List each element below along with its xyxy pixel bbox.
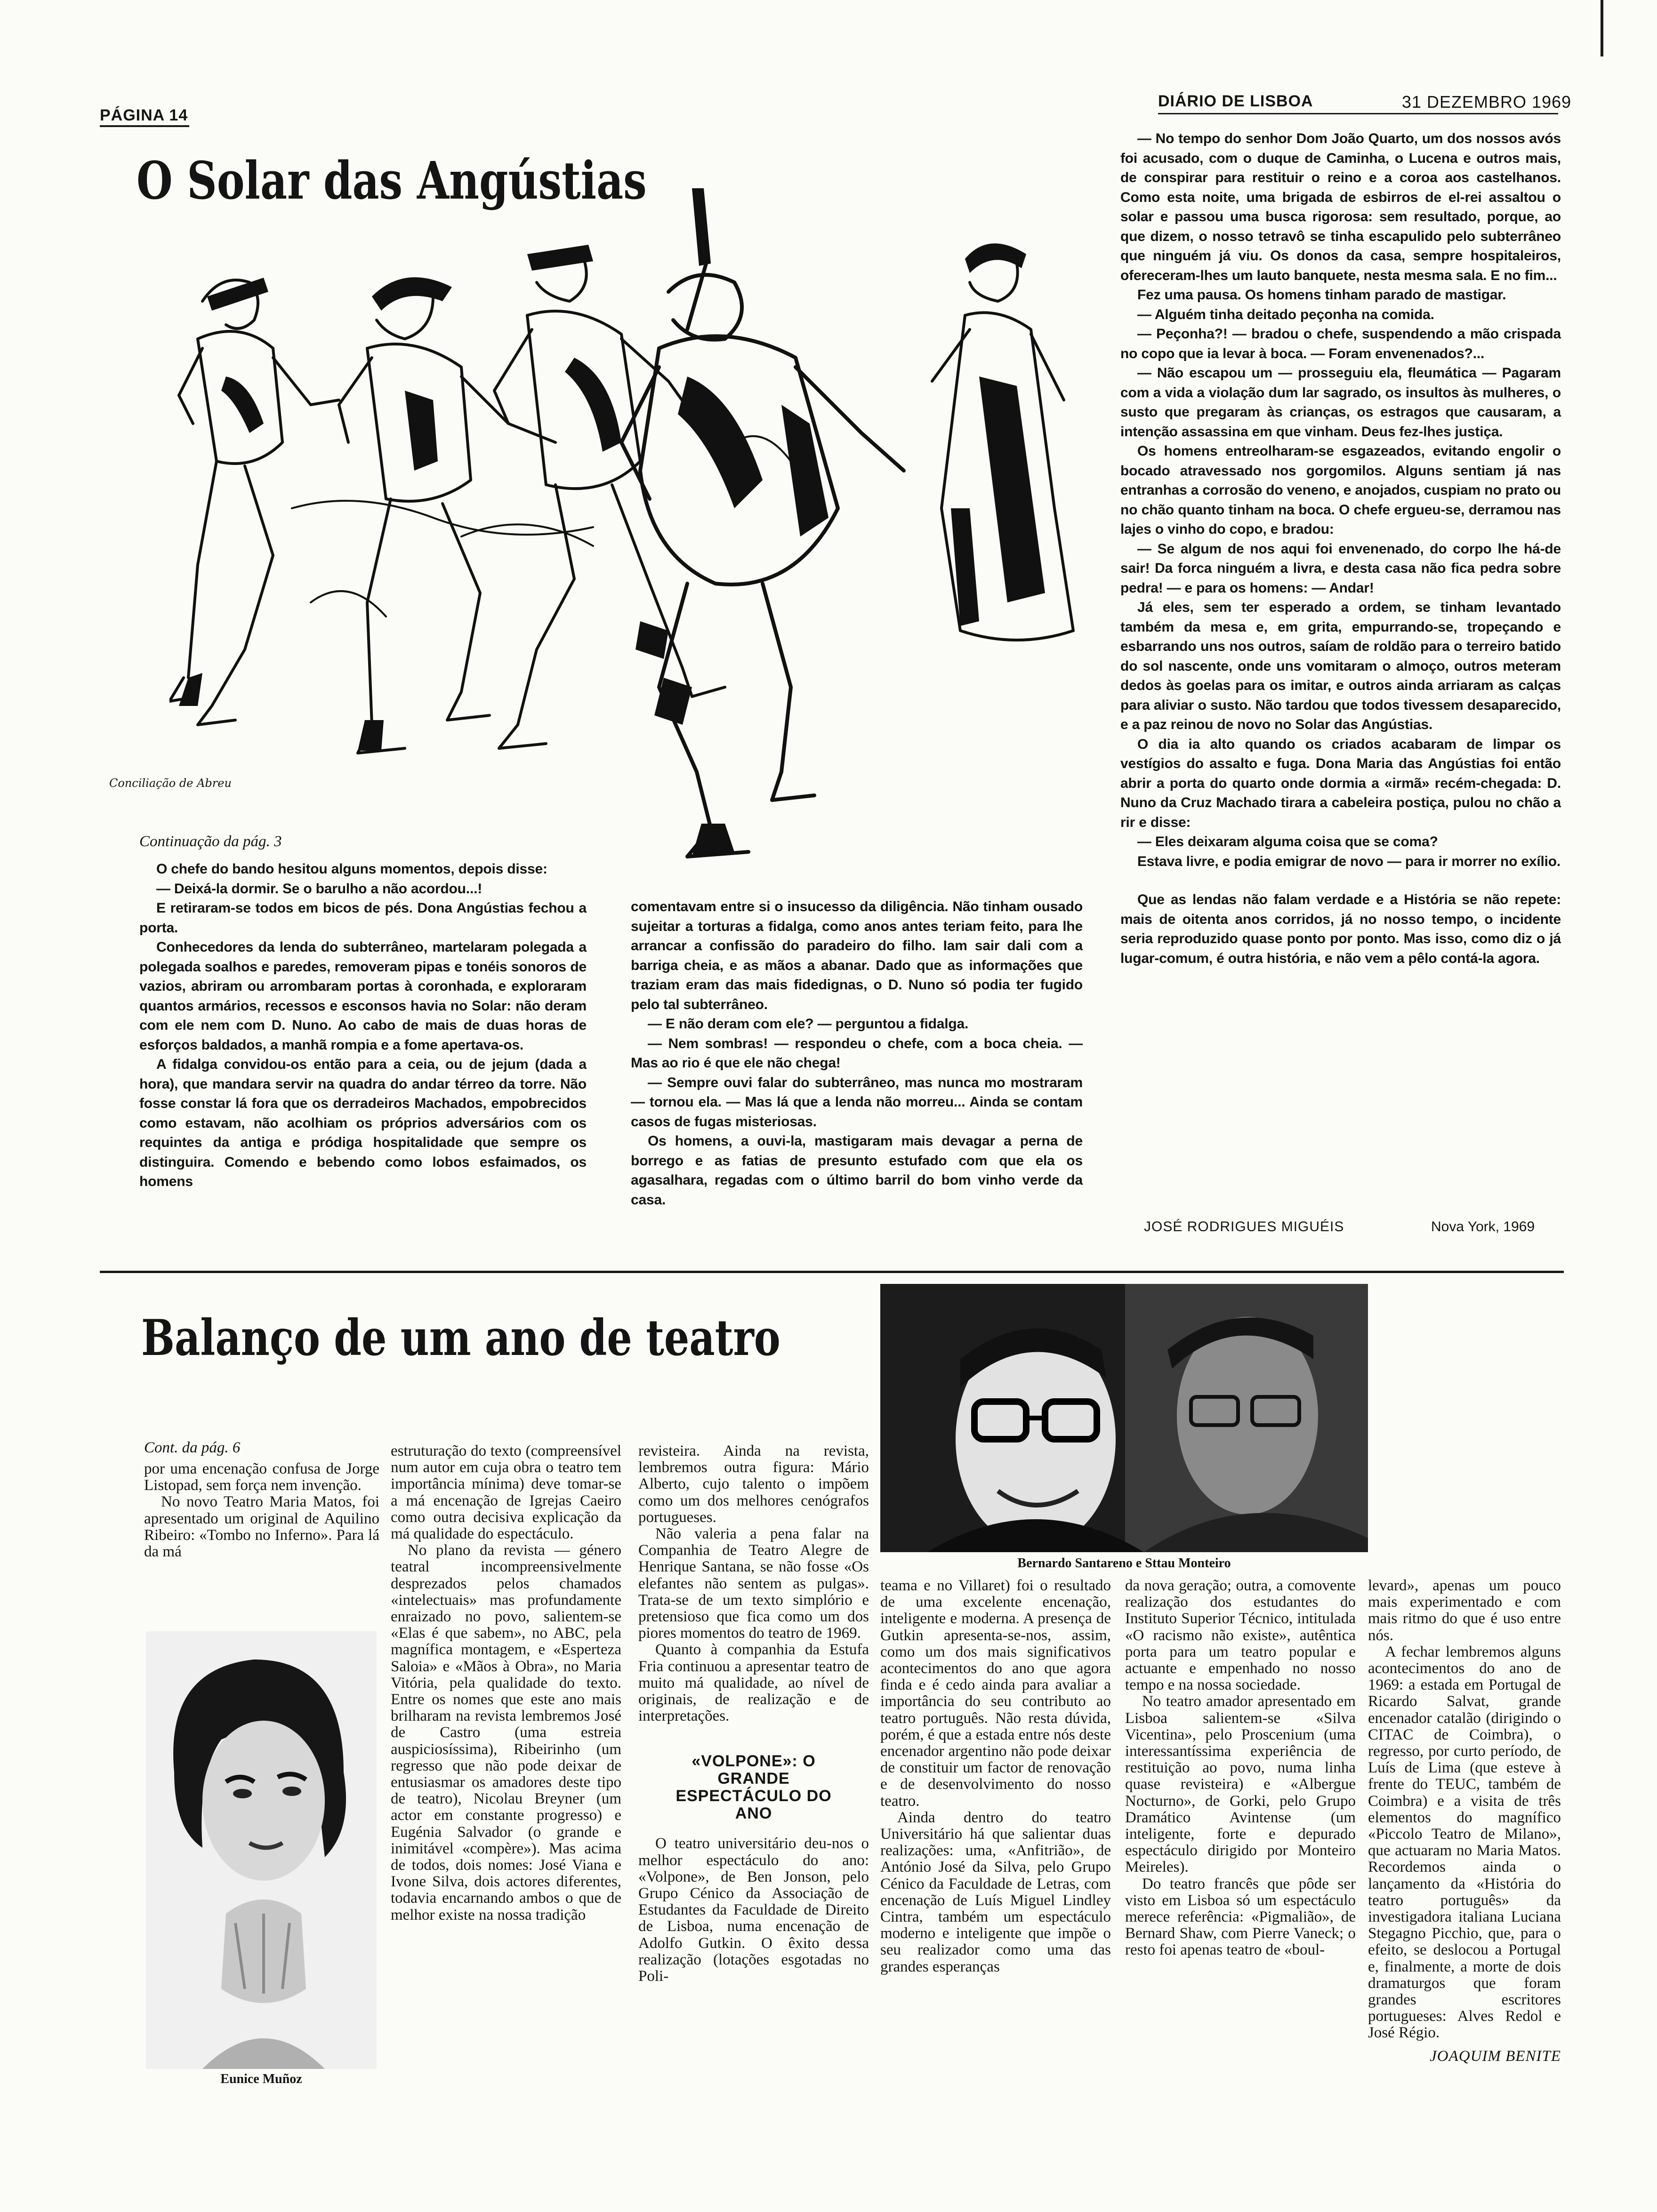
article2-column-2 <box>391 1443 621 1923</box>
paragraph: No plano da revista — género teatral incompreensivelmente desprezados pelos chamados «intelectuais» mas profundamente enraizado no povo, salientem-se «Elas é que sabem», no ABC, pela magnífica montagem, e «Esperteza Saloia» e «Mãos à Obra», no Maria Vitória, pela qualidade do texto. Entre os nomes que este ano mais brilharam na revista lembremos José de Castro (uma estreia auspiciosíssima), Ribeirinho (um regresso que não pode deixar de entusiasmar os amadores deste tipo de teatro), Nicolau Breyner (um actor em constante progresso) e Eugénia Salvador (o grande e inimitável «compère»). Mas acima de todos, dois nomes: José Viana e Ivone Silva, dois actores diferentes, todavia encarnando ambos o que de melhor existe na nossa tradição <box>391 1542 621 1923</box>
dancing-figures-illustration <box>169 179 1083 875</box>
paragraph: da nova geração; outra, a comovente realização dos estudantes do Instituto Superior Técnico, intitulada «O racismo não existe», autêntica porta para um teatro popular e actuante e empenhado no nosso tempo e na nossa sociedade. <box>1125 1577 1356 1694</box>
paragraph: No teatro amador apresentado em Lisboa salientem-se «Silva Vicentina», pelo Proscenium (uma interessantíssima experiência de restituição ao povo, numa linha quase revisteira) e «Albergue Nocturno», de Gorki, pelo Grupo Dramático Avintense (um inteligente, forte e depurado espectáculo dirigido por Monteiro Meireles). <box>1125 1693 1356 1876</box>
photo-left-caption: Eunice Muñoz <box>220 2072 302 2086</box>
page-edge-mark <box>1601 0 1603 56</box>
paragraph: — E não deram com ele? — perguntou a fidalga. <box>648 1016 969 1032</box>
paragraph: Já eles, sem ter esperado a ordem, se tinham levantado também da mesa e, em grita, empurrando-se, tropeçando e esbarrando uns nos outros, saíam de roldão para o terreiro batido do sol nascente, onde uns vomitaram o almoço, outros meteram dedos às goelas para os imitar, e outros ainda arriaram as calças para aliviar o susto. Não tardou que todos tivessem desaparecido, e a paz reinou de novo no Solar das Angústias. <box>1120 600 1561 732</box>
continued-note: Continuação da pág. 3 <box>139 833 282 850</box>
paragraph: — No tempo do senhor Dom João Quarto, um dos nossos avós foi acusado, com o duque de Caminha, o Lucena e outros mais, de conspirar para restituir o reino e a coroa aos castelhanos. Como esta noite, uma brigada de esbirros de el-rei assaltou o solar e passou uma busca rigorosa: sem resultado, porque, ao que dizem, o nosso tetravô se tinha escapulido pelo subterrâneo que ninguém já viu. Os donos da casa, sempre hospitaleiros, ofereceram-lhes um lauto banquete, nesta mesma sala. E no fim... <box>1120 131 1561 283</box>
paragraph: Não valeria a pena falar na Companhia de Teatro Alegre de Henrique Santana, se não fosse «Os elefantes não sentem as pulgas». Trata-se de um texto simplório e pretensioso que fica como um dos piores momentos do teatro de 1969. <box>638 1525 869 1642</box>
newspaper-name: DIÁRIO DE LISBOA <box>1158 92 1313 110</box>
paragraph: — Alguém tinha deitado peçonha na comida. <box>1137 306 1434 322</box>
paragraph: — Deixá-la dormir. Se o barulho a não acordou...! <box>156 881 483 897</box>
article1-column-2 <box>631 897 1083 1210</box>
paragraph: Do teatro francês que pôde ser visto em Lisboa só um espectáculo merece referência: «Pigmalião», de Bernard Shaw, com Pierre Vaneck; o resto foi apenas teatro de «boul- <box>1125 1875 1356 1959</box>
article2-continued-note: Cont. da pág. 6 <box>144 1439 241 1456</box>
paragraph: Os homens, a ouvi-la, mastigaram mais devagar a perna de borrego e as fatias de presunto estufado com que ela os agasalhara, regadas com o último barril do bom vinho verde da casa. <box>631 1133 1083 1208</box>
photo-image <box>880 1284 1368 1552</box>
paragraph: O teatro universitário deu-nos o melhor espectáculo do ano: «Volpone», de Ben Jonson, pelo Grupo Cénico da Associação de Estudantes da Faculdade de Direito de Lisboa, numa encenação de Adolfo Gutkin. O êxito dessa realização (lotações esgotadas no Poli- <box>638 1835 869 1985</box>
header-underline <box>100 125 189 127</box>
illustration-signature: Conciliação de Abreu <box>109 777 232 790</box>
article1-author: JOSÉ RODRIGUES MIGUÉIS <box>1144 1219 1344 1234</box>
section-divider <box>100 1271 1564 1273</box>
article2-column-6 <box>1368 1293 1561 2065</box>
paragraph: — Peçonha?! — bradou o chefe, suspendendo a mão crispada no copo que ia levar à boca. — Foram envenenados?... <box>1120 326 1561 361</box>
page-number: PÁGINA 14 <box>100 106 188 124</box>
paragraph: Estava livre, e podia emigrar de novo — para ir morrer no exílio. <box>1137 853 1560 869</box>
paragraph: A fechar lembremos alguns acontecimentos do ano de 1969: a estada em Portugal de Ricardo Salvat, grande encenador catalão (dirigindo o CITAC de Coimbra), o regresso, por curto período, de Luís de Lima (que esteve à frente do TEUC, também de Coimbra) e a visita de três elementos do magnífico «Piccolo Teatro de Milano», que actuaram no Maria Matos. Recordemos ainda o lançamento da «História do teatro português» da investigadora italiana Luciana Stegagno Picchio, que, para o efeito, se deslocou a Portugal e, finalmente, a morte de dois dramaturgos que foram grandes escritores portugueses: Alves Redol e José Régio. <box>1368 1643 1561 2042</box>
closing-paragraph: Que as lendas não falam verdade e a História se não repete: mais de oitenta anos corridos, já no nosso tempo, o incidente seria reproduzido quase ponto por ponto. Mas isso, como diz o já lugar-comum, é outra história, e não vem a pêlo contá-la agora. <box>1120 892 1561 966</box>
article2-column-5 <box>1125 1578 1356 1959</box>
paragraph: O chefe do bando hesitou alguns momentos, depois disse: <box>156 861 547 877</box>
paragraph: Quanto à companhia da Estufa Fria continuou a apresentar teatro de muito má qualidade, ao nível de originais, de realização e de interpretações. <box>638 1641 869 1725</box>
paragraph: A fidalga convidou-os então para a ceia, ou de jejum (dada a hora), que mandara servir na quadra do andar térreo da torre. Não fosse constar lá fora que os derradeiros Machados, empobrecidos como estavam, não acolhiam os próprios adversários com os requintes da antiga e pródiga hospitalidade que sempre os distinguira. Comendo e bebendo como lobos esfaimados, os homens <box>139 1057 587 1189</box>
photo-santareno-monteiro <box>880 1284 1368 1552</box>
paragraph: Fez uma pausa. Os homens tinham parado de mastigar. <box>1137 287 1506 303</box>
paragraph: — Se algum de nos aqui foi envenenado, do corpo lhe há-de sair! Da forca ninguém a livra, e desta casa não fica pedra sobre pedra! — e para os homens: — Andar! <box>1120 541 1561 596</box>
paragraph: Conhecedores da lenda do subterrâneo, martelaram polegada a polegada soalhos e paredes, removeram pipas e tonéis sonoros de vazios, abriram ou arrombaram portas à coronhada, e exploraram quantos armários, recessos e esconsos havia no Solar: não deram com ele nem com D. Nuno. Ao cabo de mais de duas horas de esforços baldados, a manhã rompia e a fome apertava-os. <box>139 939 587 1053</box>
article1-column-3 <box>1120 129 1561 968</box>
photo-right-caption: Bernardo Santareno e Sttau Monteiro <box>1017 1556 1231 1571</box>
paragraph: O dia ia alto quando os criados acabaram de limpar os vestígios do assalto e fuga. Dona Maria das Angústias foi então abrir a porta do quarto onde dormia a «irmã» recém-chegada: D. Nuno da Cruz Machado tirara a cabeleira postiça, pulou no chão a rir e disse: <box>1120 736 1561 830</box>
paragraph: Os homens entreolharam-se esgazeados, evitando engolir o bocado atravessado nos gorgomilos. Alguns sentiam já nas entranhas a corrosão do veneno, e anojados, cuspiam no prato ou no chão quanto tinham na boca. O chefe ergueu-se, derramou nas lajes o vinho do copo, e bradou: <box>1120 443 1561 537</box>
paragraph: revisteira. Ainda na revista, lembremos outra figura: Mário Alberto, cujo talento o impõem como um dos melhores cenógrafos portugueses. <box>638 1443 869 1526</box>
paragraph: E retiraram-se todos em bicos de pés. Dona Angústias fechou a porta. <box>139 900 587 936</box>
paragraph: — Eles deixaram alguma coisa que se coma? <box>1137 834 1438 850</box>
article2-title: Balanço de um ano de teatro <box>141 1308 780 1367</box>
paragraph: — Sempre ouvi falar do subterrâneo, mas nunca mo mostraram — tornou ela. — Mas lá que a lenda não morreu... Ainda se contam casos de fugas misteriosas. <box>631 1074 1083 1130</box>
paragraph: levard», apenas um pouco mais experimentado e com mais ritmo do que é uso entre nós. <box>1368 1577 1561 1644</box>
paragraph: — Nem sombras! — respondeu o chefe, com a boca cheia. — Mas ao rio é que ele não chega! <box>631 1035 1083 1071</box>
paragraph: teama e no Villaret) foi o resultado de uma excelente encenação, inteligente e moderna. A presença de Gutkin apresenta-se-nos, assim, como um dos mais significativos acontecimentos do ano que agora finda e é cedo ainda para avaliar a importância do seu contributo ao teatro português. Não resta dúvida, porém, é que a estada entre nós deste encenador argentino não pode deixar de constituir um factor de renovação e de desenvolvimento do nosso teatro. <box>880 1577 1111 1810</box>
photo-eunice-munoz <box>146 1631 377 2069</box>
article1-place-date: Nova York, 1969 <box>1431 1219 1535 1234</box>
article2-column-3 <box>638 1443 869 1985</box>
issue-date: 31 DEZEMBRO 1969 <box>1402 92 1572 112</box>
subheading-volpone: «VOLPONE»: O GRANDE ESPECTÁCULO DO ANO <box>676 1752 832 1823</box>
paragraph: — Não escapou um — prosseguiu ela, fleumática — Pagaram com a vida a violação dum lar sagrado, os insultos às mulheres, o susto que pregaram às crianças, os estragos que causaram, a intenção assassina em que vinham. Deus fez-lhes justiça. <box>1120 365 1561 440</box>
article1-column-1 <box>139 859 587 1192</box>
paragraph: por uma encenação confusa de Jorge Listopad, sem força nem invenção. <box>144 1460 379 1494</box>
paragraph: Ainda dentro do teatro Universitário há que salientar duas realizações: uma, «Anfitrião», de António José da Silva, pelo Grupo Cénico da Faculdade de Letras, com encenação de Luís Miguel Lindley Cintra, também um espectáculo moderno e inteligente que impõe o seu realizador como uma das grandes esperanças <box>880 1809 1111 1975</box>
header-rule <box>1158 113 1558 114</box>
article2-column-4 <box>880 1578 1111 1975</box>
article-title: O Solar das Angústias <box>137 150 647 211</box>
photo-image <box>146 1631 377 2069</box>
paragraph: comentavam entre si o insucesso da diligência. Não tinham ousado sujeitar a torturas a fidalga, como anos antes teriam feito, para lhe arrancar a confissão do paradeiro do filho. Iam sair dali com a barriga cheia, e as mãos a abanar. Dado que as informações que traziam eram das mais fidedignas, o D. Nuno só podia ter fugido pelo tal subterrâneo. <box>631 899 1083 1012</box>
paragraph: No novo Teatro Maria Matos, foi apresentado um original de Aquilino Ribeiro: «Tombo no Inferno». Para lá da má <box>144 1493 379 1561</box>
article2-column-1 <box>144 1461 379 1560</box>
paragraph: estruturação do texto (compreensível num autor em cuja obra o teatro tem importância mínima) deve tomar-se a má encenação de Igrejas Caeiro como outra decisiva explicação da má qualidade do espectáculo. <box>391 1443 621 1543</box>
article2-author: JOAQUIM BENITE <box>1430 2047 1561 2065</box>
